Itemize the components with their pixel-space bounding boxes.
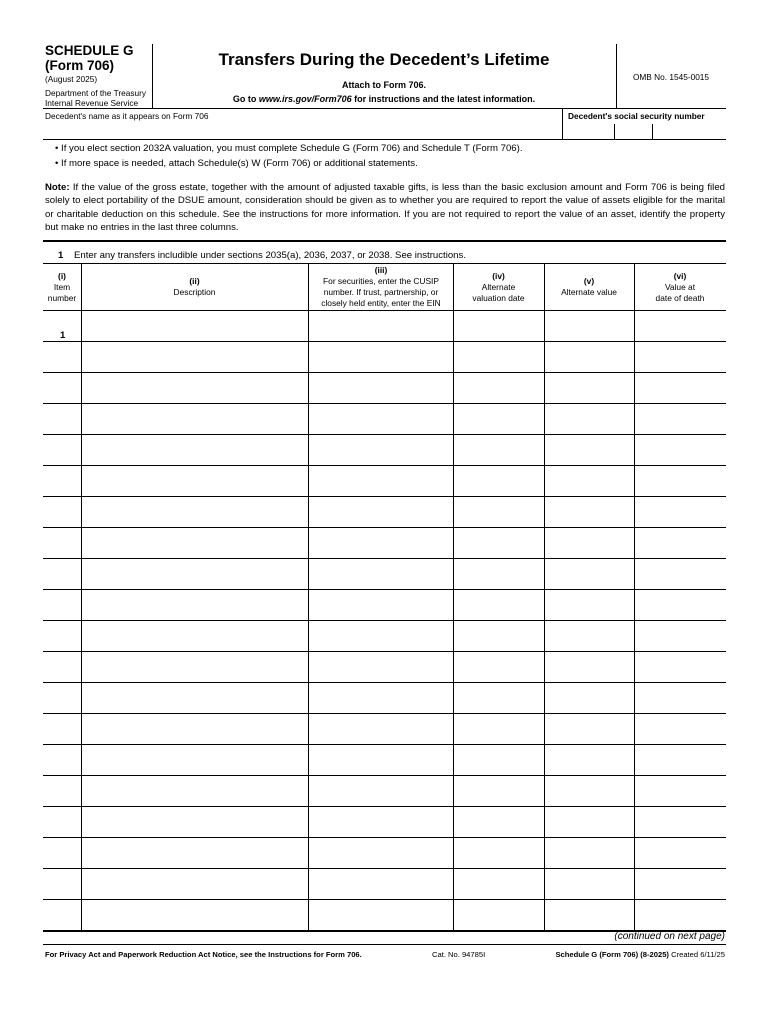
table-row[interactable]: [43, 558, 726, 559]
col-num-i: (i): [58, 270, 66, 281]
form-title: Transfers During the Decedent’s Lifetime: [218, 50, 550, 69]
col-header-item-number: [43, 264, 81, 310]
form-number: (Form 706): [45, 58, 115, 73]
table-row[interactable]: [43, 496, 726, 497]
irs-link-line: [152, 94, 616, 104]
footer-rule: [43, 944, 726, 945]
bullet-2032a: • If you elect section 2032A valuation, you must complete Schedule G (Form 706) and Schedule T (Form 706).: [55, 143, 523, 154]
first-item-number: 1: [60, 330, 66, 341]
col-divider-5: [634, 263, 635, 931]
note-paragraph: [45, 181, 725, 235]
col-num-iv: (iv): [492, 270, 505, 281]
col-divider-3: [453, 263, 454, 931]
col-num-iii: (iii): [374, 265, 388, 275]
col-header-cusip-ein: [309, 264, 453, 310]
col-divider-2: [308, 263, 309, 931]
col-header-description: [81, 264, 308, 310]
table-row[interactable]: [43, 806, 726, 807]
footer-schedule: [527, 950, 725, 959]
col-label-alt-valuation-date: Alternate valuation date: [472, 281, 525, 303]
table-row[interactable]: [43, 372, 726, 373]
footer-schedule-id: Schedule G (Form 706) (8-2025): [555, 950, 669, 959]
table-row[interactable]: [43, 403, 726, 404]
name-bottom-rule: [43, 139, 726, 140]
schedule-title: SCHEDULE G: [45, 43, 134, 58]
attach-instruction: Attach to Form 706.: [341, 80, 426, 90]
ssn-tick-2: [652, 124, 653, 139]
col-header-alt-valuation-date: [453, 264, 544, 310]
ssn-field[interactable]: [562, 109, 726, 139]
ssn-label: Decedent's social security number: [568, 111, 705, 121]
table-row[interactable]: [43, 465, 726, 466]
note-label: Note:: [45, 182, 70, 193]
table-row[interactable]: [43, 744, 726, 745]
continued-note: [540, 931, 725, 942]
table-row[interactable]: [43, 589, 726, 590]
omb-number: OMB No. 1545-0015: [632, 72, 710, 82]
col-label-cusip-ein: For securities, enter the CUSIP number. If trust, partnership, or closely held entity, enter the EIN: [321, 276, 441, 308]
col-header-value-at-death: [634, 264, 726, 310]
col-label-description: Description: [173, 287, 216, 297]
bullet-2032a-text: If you elect section 2032A valuation, you must complete Schedule G (Form 706) and Schedule T (Form 706).: [61, 143, 523, 154]
col-num-vi: (vi): [673, 270, 687, 281]
table-row[interactable]: [43, 868, 726, 869]
table-row[interactable]: [43, 775, 726, 776]
table-row[interactable]: [43, 341, 726, 342]
table-row[interactable]: [43, 713, 726, 714]
col-header-alternate-value: [544, 264, 634, 310]
goto-suffix: for instructions and the latest information.: [351, 94, 536, 104]
bullet-more-space-text: If more space is needed, attach Schedule(s) W (Form 706) or additional statements.: [61, 158, 418, 169]
col-divider-4: [544, 263, 545, 931]
table-header-bottom-rule: [43, 310, 726, 311]
line1-number: 1: [58, 250, 64, 261]
decedent-name-label: Decedent's name as it appears on Form 706: [45, 111, 209, 121]
table-row[interactable]: [43, 682, 726, 683]
col-num-v: (v): [583, 276, 595, 286]
ssn-tick-1: [614, 124, 615, 139]
line1-text: Enter any transfers includible under sections 2035(a), 2036, 2037, or 2038. See instructions.: [74, 250, 466, 261]
catalog-number: Cat. No. 94785I: [432, 950, 486, 959]
col-num-ii: (ii): [189, 276, 200, 286]
table-row[interactable]: [43, 651, 726, 652]
irs-label: Internal Revenue Service: [45, 98, 139, 108]
footer-created: Created 6/11/25: [671, 950, 725, 959]
table-row[interactable]: [43, 620, 726, 621]
table-row[interactable]: [43, 899, 726, 900]
col-label-value-at-death: Value at date of death: [655, 281, 705, 303]
col-label-item-number: Item number: [47, 281, 77, 303]
continued-text: (continued on next page): [614, 931, 725, 942]
col-divider-1: [81, 263, 82, 931]
bullet-more-space: • If more space is needed, attach Schedule(s) W (Form 706) or additional statements.: [55, 158, 418, 169]
table-row[interactable]: [43, 527, 726, 528]
note-text: If the value of the gross estate, together with the amount of adjusted taxable gifts, is less than the basic exclusion amount and Form 706 is being filed solely to elect portability of the DSUE amount, consideration should be given as to whether you are required to report the value of assets eligible for the marital or charitable deduction on this schedule. See the instructions for more information. If you are not required to report the value of an asset, identify the property but make no entries in the last three columns.: [45, 182, 725, 234]
privacy-notice: For Privacy Act and Paperwork Reduction Act Notice, see the Instructions for Form 706.: [45, 950, 362, 959]
goto-prefix: Go to: [232, 94, 259, 104]
department: Department of the Treasury: [45, 88, 146, 98]
table-row[interactable]: [43, 837, 726, 838]
form-revision: (August 2025): [45, 74, 98, 84]
irs-url[interactable]: www.irs.gov/Form706: [258, 94, 352, 104]
col-label-alternate-value: Alternate value: [561, 287, 617, 297]
decedent-name-field[interactable]: [43, 109, 562, 139]
table-row[interactable]: [43, 434, 726, 435]
note-bottom-rule: [43, 240, 726, 242]
